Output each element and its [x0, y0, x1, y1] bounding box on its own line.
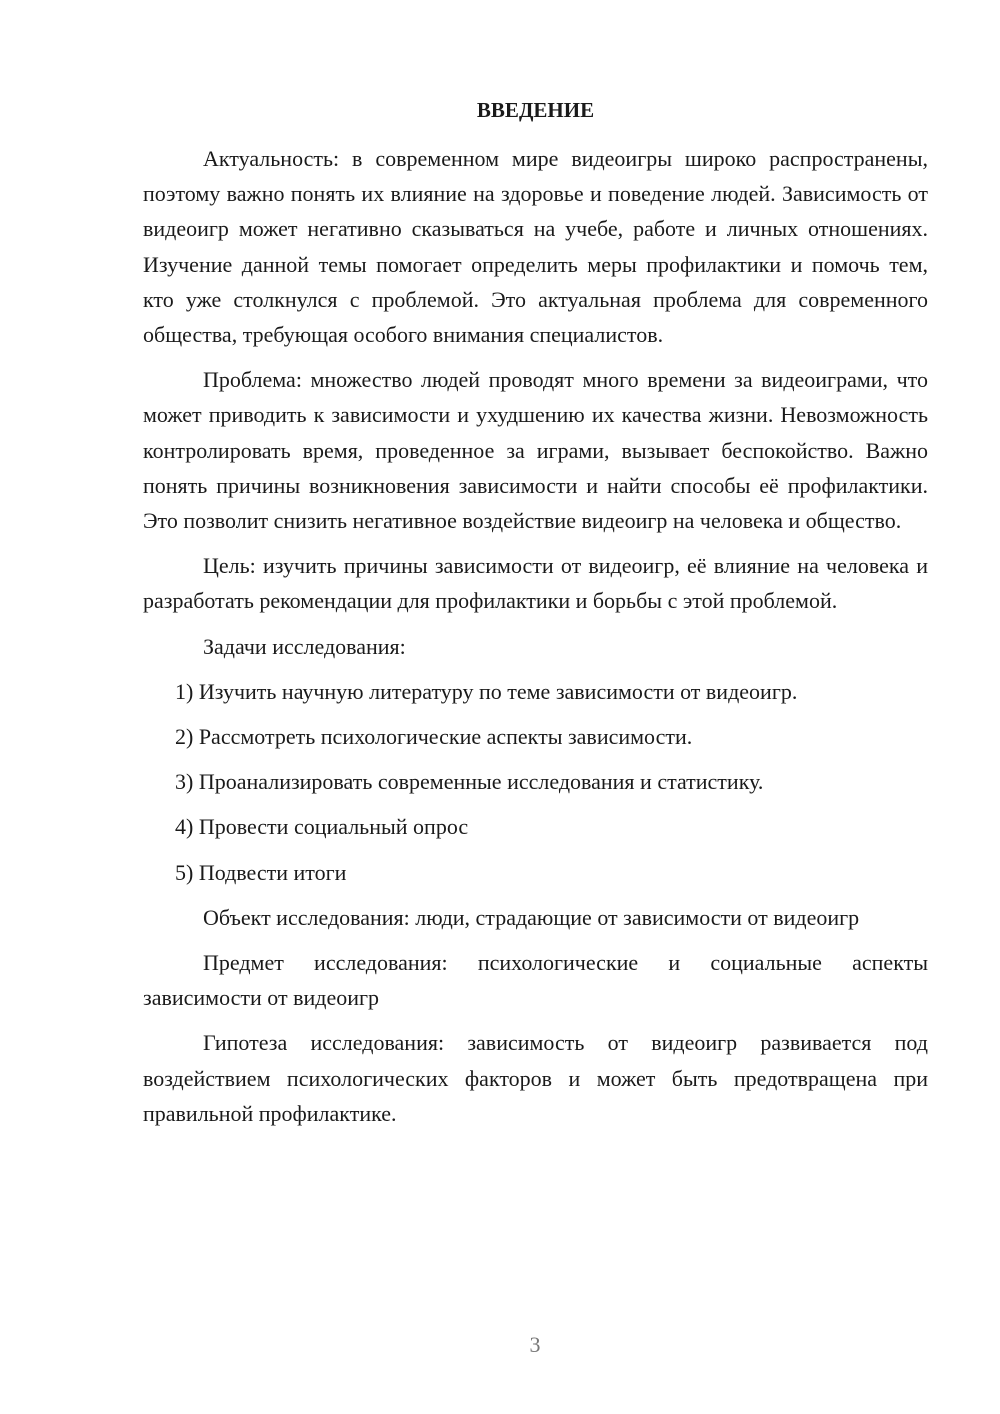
page-number: 3 [529, 1332, 541, 1357]
subject-paragraph: Предмет исследования: психологические и социальные аспекты зависимости от видеоигр [143, 950, 928, 1011]
relevance-paragraph: Актуальность: в современном мире видеоигры широко распространены, поэтому важно понять их влияние на здоровье и поведение людей. Зависимость от видеоигр может негативно сказываться на учебе, работе и личных отношениях. Изучение данной темы помогает определить меры профилактики и помочь тем, кто уже столкнулся с проблемой. Это актуальная проблема для современного общества, требующая особого внимания специалистов. [143, 146, 928, 348]
list-item: 5) Подвести итоги [175, 859, 347, 885]
goal-paragraph: Цель: изучить причины зависимости от видеоигр, её влияние на человека и разработать рекомендации для профилактики и борьбы с этой проблемой. [143, 553, 928, 614]
list-item: 3) Проанализировать современные исследования и статистику. [175, 769, 764, 795]
tasks-heading: Задачи исследования: [203, 633, 406, 659]
list-item: 4) Провести социальный опрос [175, 814, 469, 840]
problem-paragraph: Проблема: множество людей проводят много времени за видеоиграми, что может приводить к зависимости и ухудшению их качества жизни. Невозможность контролировать время, проведенное за играми, вызывает беспокойство. Важно понять причины возникновения зависимости и найти способы её профилактики. Это позволит снизить негативное воздействие видеоигр на человека и общество. [143, 367, 928, 534]
list-item: 2) Рассмотреть психологические аспекты зависимости. [175, 724, 693, 750]
tasks-list [143, 674, 928, 890]
page-title: ВВЕДЕНИЕ [476, 98, 595, 122]
object-paragraph: Объект исследования: люди, страдающие от зависимости от видеоигр [203, 904, 860, 930]
document-page [143, 93, 928, 1131]
list-item: 1) Изучить научную литературу по теме зависимости от видеоигр. [175, 678, 798, 704]
hypothesis-paragraph: Гипотеза исследования: зависимость от видеоигр развивается под воздействием психологических факторов и может быть предотвращена при правильной профилактике. [143, 1030, 928, 1126]
